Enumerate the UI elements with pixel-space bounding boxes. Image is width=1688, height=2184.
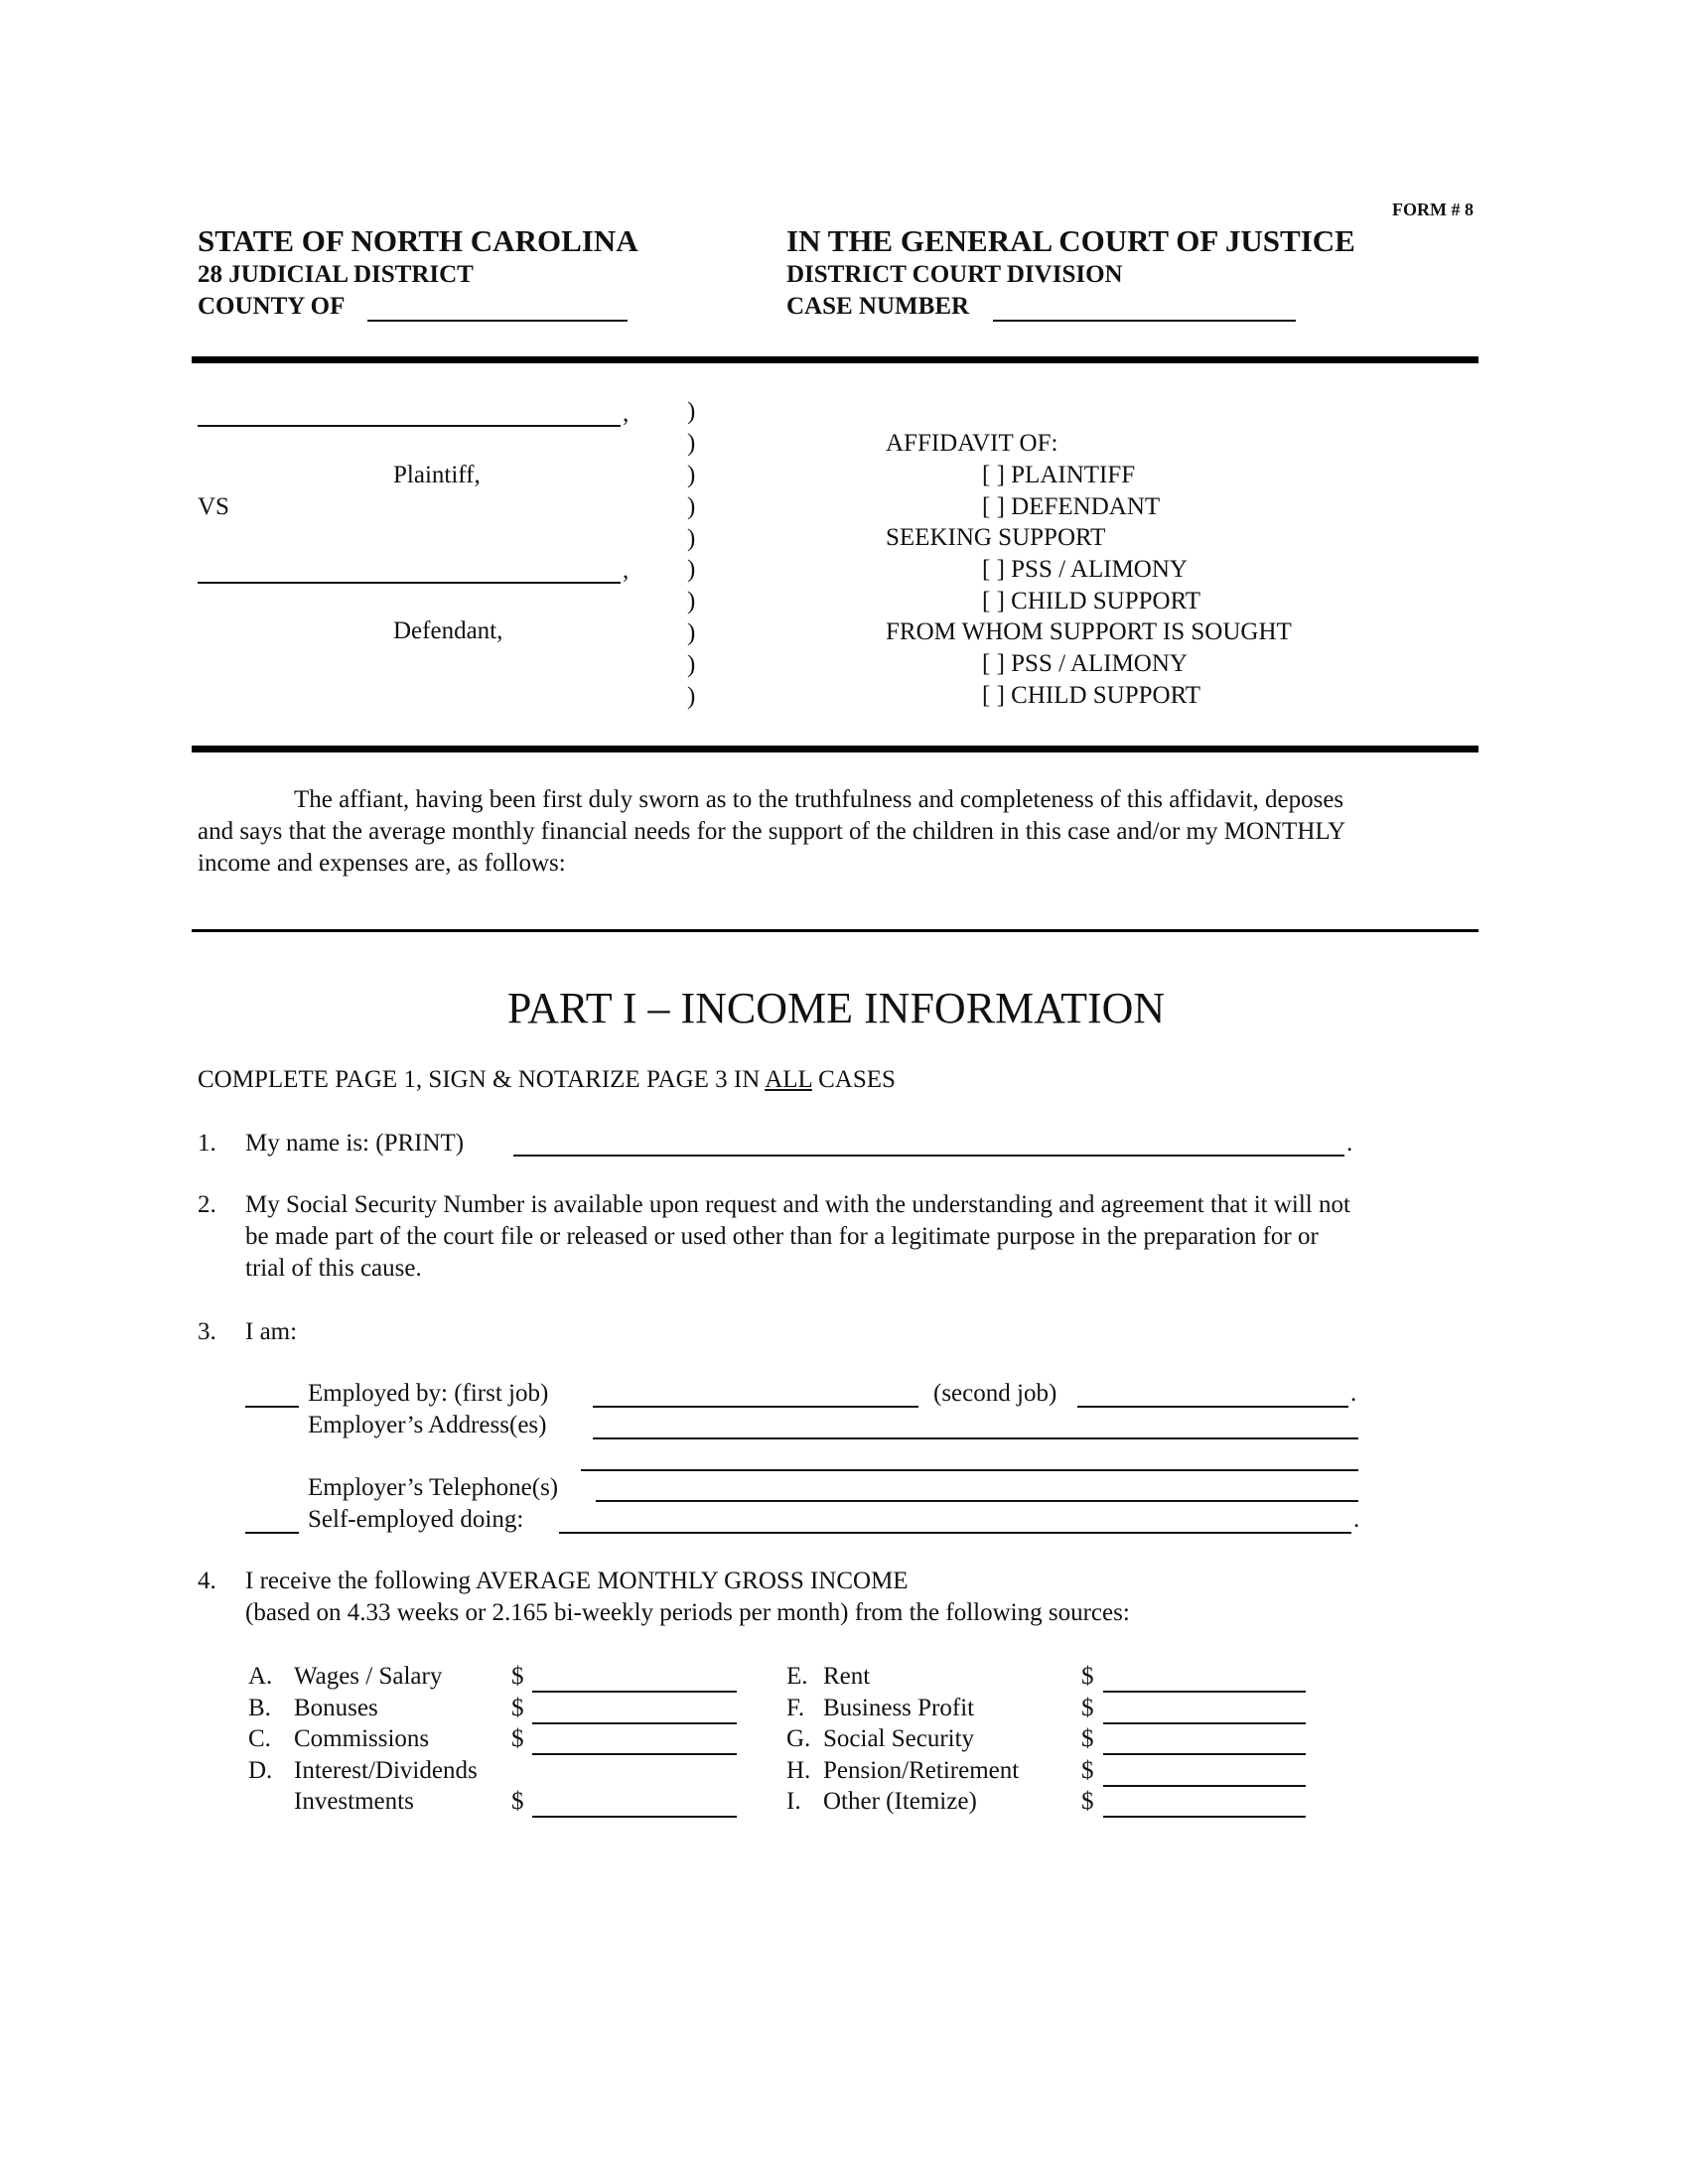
header-divider — [192, 356, 1478, 363]
income-amount-field[interactable] — [1103, 1691, 1306, 1693]
period: . — [1353, 1506, 1360, 1533]
checkbox-seeking-child[interactable]: [ ] CHILD SUPPORT — [982, 588, 1201, 614]
defendant-label: Defendant, — [393, 617, 503, 644]
caption-paren: ) — [687, 651, 696, 678]
q3-label: I am: — [245, 1318, 298, 1345]
plaintiff-name-field[interactable] — [198, 425, 621, 427]
instruction: COMPLETE PAGE 1, SIGN & NOTARIZE PAGE 3 IN ALL CASES — [198, 1066, 896, 1093]
dollar-sign: $ — [511, 1725, 524, 1752]
q1-number: 1. — [198, 1130, 216, 1157]
income-label: Other (Itemize) — [823, 1788, 977, 1815]
income-label: Rent — [823, 1663, 871, 1690]
dollar-sign: $ — [1081, 1663, 1094, 1690]
caption-paren: ) — [687, 398, 696, 425]
income-letter: I. — [786, 1788, 801, 1815]
case-number-field[interactable] — [993, 320, 1296, 322]
affidavit-of-label: AFFIDAVIT OF: — [886, 430, 1058, 457]
employed-check-field[interactable] — [245, 1406, 299, 1408]
vs-label: VS — [198, 493, 229, 520]
income-label: Investments — [294, 1788, 414, 1815]
q1-label: My name is: (PRINT) — [245, 1130, 465, 1157]
intro-line: and says that the average monthly financial needs for the support of the children in this case and/or my MONTHLY — [198, 818, 1346, 845]
q4-text: (based on 4.33 weeks or 2.165 bi-weekly periods per month) from the following sources: — [245, 1599, 1130, 1626]
income-amount-field[interactable] — [1103, 1753, 1306, 1755]
checkbox-seeking-pss[interactable]: [ ] PSS / ALIMONY — [982, 556, 1188, 583]
income-letter: G. — [786, 1725, 811, 1752]
employed-by-label: Employed by: (first job) — [308, 1380, 549, 1407]
income-label: Social Security — [823, 1725, 975, 1752]
checkbox-from-child[interactable]: [ ] CHILD SUPPORT — [982, 682, 1201, 709]
seeking-support-label: SEEKING SUPPORT — [886, 524, 1106, 551]
intro-line: income and expenses are, as follows: — [198, 850, 566, 877]
intro-divider — [192, 929, 1478, 932]
dollar-sign: $ — [1081, 1725, 1094, 1752]
income-letter: C. — [248, 1725, 271, 1752]
defendant-name-field[interactable] — [198, 582, 621, 584]
income-letter: A. — [248, 1663, 273, 1690]
income-letter: H. — [786, 1757, 811, 1784]
county-field[interactable] — [367, 320, 628, 322]
income-label: Business Profit — [823, 1695, 975, 1721]
employer-address-field-2[interactable] — [581, 1469, 1358, 1471]
checkbox-from-pss[interactable]: [ ] PSS / ALIMONY — [982, 650, 1188, 677]
income-letter: F. — [786, 1695, 805, 1721]
self-employed-field[interactable] — [559, 1532, 1351, 1534]
income-amount-field[interactable] — [1103, 1722, 1306, 1724]
dollar-sign: $ — [511, 1788, 524, 1815]
income-amount-field[interactable] — [532, 1691, 737, 1693]
court-division: DISTRICT COURT DIVISION — [786, 261, 1123, 288]
dollar-sign: $ — [511, 1663, 524, 1690]
caption-paren: ) — [687, 619, 696, 646]
caption-paren: ) — [687, 683, 696, 710]
income-amount-field[interactable] — [532, 1722, 737, 1724]
case-number-label: CASE NUMBER — [786, 293, 970, 320]
checkbox-plaintiff[interactable]: [ ] PLAINTIFF — [982, 462, 1136, 488]
dollar-sign: $ — [511, 1695, 524, 1721]
income-label: Bonuses — [294, 1695, 378, 1721]
caption-divider — [192, 746, 1478, 752]
income-letter: E. — [786, 1663, 808, 1690]
part-title: PART I – INCOME INFORMATION — [506, 984, 1166, 1032]
checkbox-defendant[interactable]: [ ] DEFENDANT — [982, 493, 1161, 520]
county-label: COUNTY OF — [198, 293, 346, 320]
self-employed-check-field[interactable] — [245, 1532, 299, 1534]
income-letter: B. — [248, 1695, 271, 1721]
second-job-field[interactable] — [1077, 1406, 1348, 1408]
caption-paren: ) — [687, 430, 696, 457]
period: . — [1350, 1380, 1357, 1407]
q4-number: 4. — [198, 1568, 216, 1594]
income-label: Wages / Salary — [294, 1663, 443, 1690]
employer-address-label: Employer’s Address(es) — [308, 1412, 547, 1438]
employer-telephone-field[interactable] — [596, 1500, 1358, 1502]
second-job-label: (second job) — [933, 1380, 1057, 1407]
q2-text: be made part of the court file or released or used other than for a legitimate purpose in the preparation for or — [245, 1223, 1319, 1250]
income-label: Interest/Dividends — [294, 1757, 478, 1784]
dollar-sign: $ — [1081, 1757, 1094, 1784]
state-title: STATE OF NORTH CAROLINA — [198, 223, 638, 258]
caption-paren: ) — [687, 493, 696, 520]
name-field[interactable] — [513, 1155, 1344, 1157]
income-label: Pension/Retirement — [823, 1757, 1020, 1784]
comma: , — [623, 400, 630, 427]
income-amount-field[interactable] — [1103, 1816, 1306, 1818]
income-letter: D. — [248, 1757, 273, 1784]
q3-number: 3. — [198, 1318, 216, 1345]
plaintiff-label: Plaintiff, — [393, 462, 481, 488]
caption-paren: ) — [687, 588, 696, 614]
q2-text: My Social Security Number is available upon request and with the understanding and agreement that it will not — [245, 1191, 1350, 1218]
income-amount-field[interactable] — [532, 1753, 737, 1755]
dollar-sign: $ — [1081, 1788, 1094, 1815]
from-whom-label: FROM WHOM SUPPORT IS SOUGHT — [886, 618, 1292, 645]
caption-paren: ) — [687, 556, 696, 583]
income-label: Commissions — [294, 1725, 430, 1752]
caption-paren: ) — [687, 462, 696, 488]
employer-address-field[interactable] — [593, 1437, 1358, 1439]
period: . — [1346, 1130, 1353, 1157]
employer-telephone-label: Employer’s Telephone(s) — [308, 1474, 559, 1501]
judicial-district: 28 JUDICIAL DISTRICT — [198, 261, 474, 288]
income-amount-field[interactable] — [532, 1816, 737, 1818]
court-title: IN THE GENERAL COURT OF JUSTICE — [786, 223, 1355, 258]
q2-text: trial of this cause. — [245, 1255, 422, 1282]
caption-paren: ) — [687, 525, 696, 552]
dollar-sign: $ — [1081, 1695, 1094, 1721]
form-number: FORM # 8 — [1392, 200, 1474, 219]
first-job-field[interactable] — [593, 1406, 918, 1408]
self-employed-label: Self-employed doing: — [308, 1506, 524, 1533]
intro-line: The affiant, having been first duly sworn as to the truthfulness and completeness of this affidavit, deposes — [294, 786, 1344, 813]
q4-text: I receive the following AVERAGE MONTHLY GROSS INCOME — [245, 1568, 909, 1594]
comma: , — [623, 557, 630, 584]
q2-number: 2. — [198, 1191, 216, 1218]
income-amount-field[interactable] — [1103, 1785, 1306, 1787]
